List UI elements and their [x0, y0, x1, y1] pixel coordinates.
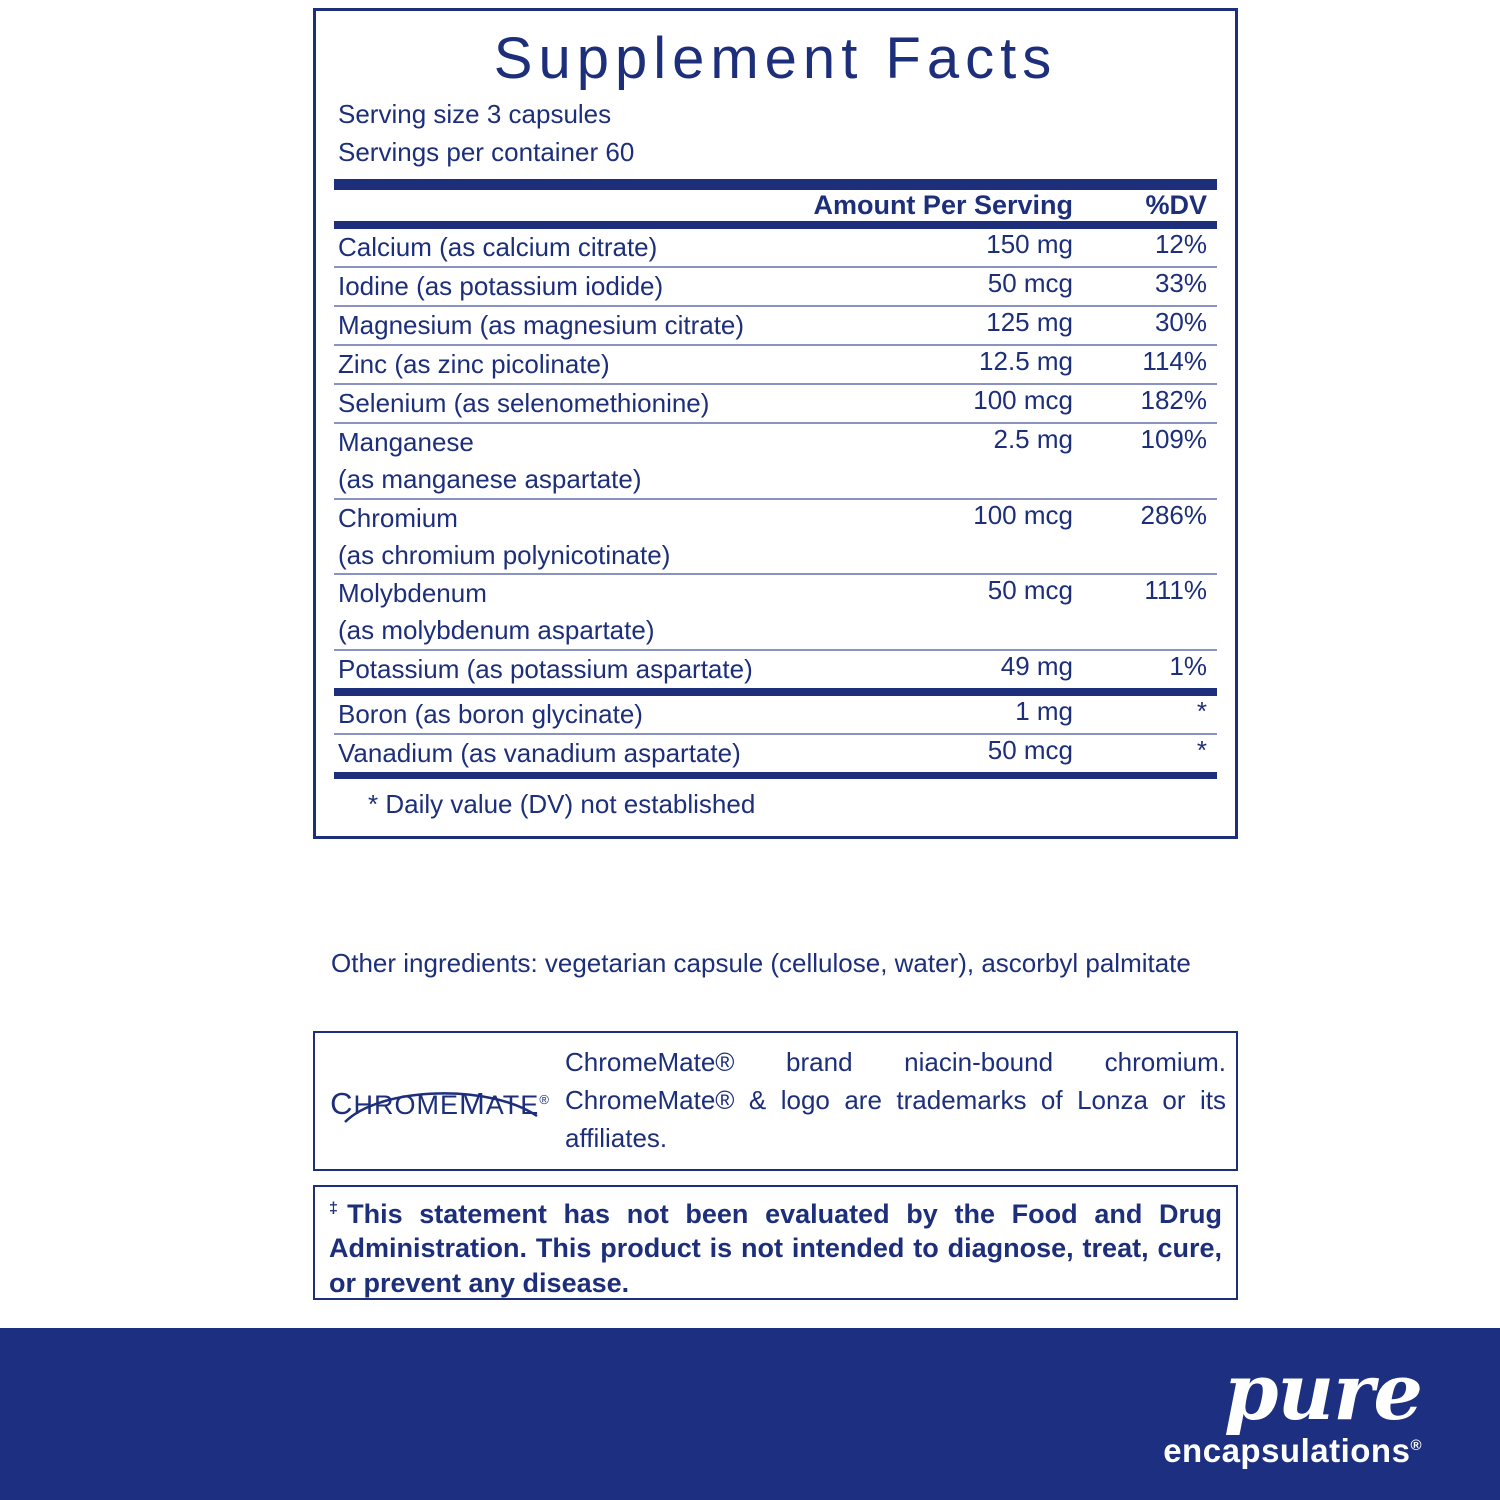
fda-disclaimer-box [313, 1185, 1238, 1300]
table-row [334, 229, 1217, 266]
dv-footnote: * Daily value (DV) not established [368, 788, 756, 819]
chromemate-box [313, 1031, 1238, 1171]
nutrient-name: Selenium (as selenomethionine) [338, 387, 710, 418]
chromemate-wordmark: CHROMEMATE® [330, 1086, 550, 1121]
brand-registered-mark: ® [1410, 1437, 1422, 1455]
nutrient-name: Manganese [338, 426, 474, 457]
disclaimer-marker: ‡ [329, 1200, 348, 1217]
chromemate-line-2: ChromeMate® & logo are trademarks of Lonza [565, 1085, 1148, 1116]
nutrient-dv: 1% [1169, 651, 1207, 682]
nutrient-dv: 114% [1142, 345, 1207, 376]
brand-subtitle-text: encapsulations [1163, 1432, 1411, 1470]
nutrient-name: Magnesium (as magnesium citrate) [338, 310, 745, 341]
nutrient-dv: 33% [1154, 268, 1207, 299]
serving-size-line: Serving size 3 capsules [338, 98, 612, 129]
divider-thick-top [334, 179, 1217, 190]
table-row [334, 575, 1217, 649]
chromemate-logo [315, 1080, 565, 1122]
nutrient-name: Chromium [338, 502, 458, 533]
nutrient-amount: 12.5 mg [979, 345, 1073, 376]
divider-under-header [334, 221, 1217, 229]
page-title: Supplement Facts [493, 26, 1058, 91]
nutrition-table [334, 190, 1217, 772]
nutrient-amount: 49 mg [1000, 651, 1073, 682]
nutrient-dv: 30% [1154, 307, 1207, 338]
nutrient-dv: 111% [1144, 575, 1207, 606]
nutrient-amount: 1 mg [1015, 696, 1073, 727]
nutrient-amount: 50 mcg [987, 575, 1073, 606]
nutrient-name: Vanadium (as vanadium aspartate) [338, 738, 741, 769]
table-row [334, 500, 1217, 574]
nutrient-source: (as manganese aspartate) [338, 463, 642, 494]
nutrient-name: Iodine (as potassium iodide) [338, 271, 664, 302]
nutrient-amount: 2.5 mg [993, 423, 1073, 454]
table-row [334, 735, 1217, 772]
fda-disclaimer-text [329, 1197, 1222, 1300]
nutrient-amount: 50 mcg [987, 735, 1073, 766]
other-ingredients: Other ingredients: vegetarian capsule (cellulose, water), ascorbyl palmitate [331, 948, 1191, 978]
chromemate-swoosh-icon [341, 1082, 541, 1128]
nutrient-source: (as chromium polynicotinate) [338, 539, 671, 570]
nutrient-name: Potassium (as potassium aspartate) [338, 654, 753, 685]
nutrient-dv: 182% [1140, 384, 1207, 415]
nutrient-source: (as molybdenum aspartate) [338, 615, 655, 646]
nutrient-dv: 12% [1154, 229, 1207, 260]
nutrient-amount: 150 mg [986, 229, 1073, 260]
brand-name: pure [1224, 1347, 1422, 1438]
header-blank [334, 190, 789, 221]
nutrient-name: Calcium (as calcium citrate) [338, 232, 658, 263]
table-header-row [334, 190, 1217, 221]
table-row [334, 346, 1217, 383]
header-percent-dv: %DV [1145, 190, 1207, 221]
nutrient-amount: 100 mcg [973, 384, 1073, 415]
row-divider-thick [334, 688, 1217, 696]
table-row [334, 385, 1217, 422]
nutrient-dv: * [1196, 696, 1207, 727]
nutrient-dv: 286% [1140, 499, 1207, 530]
supplement-facts-panel [313, 8, 1238, 839]
nutrient-amount: 100 mcg [973, 499, 1073, 530]
table-row [334, 651, 1217, 688]
nutrient-amount: 50 mcg [987, 268, 1073, 299]
table-row [334, 696, 1217, 733]
divider-bottom [334, 772, 1217, 779]
chromemate-line-1: ChromeMate® brand niacin-bound chromium. [565, 1047, 1226, 1078]
brand-logo [1163, 1347, 1422, 1470]
header-amount-per-serving: Amount Per Serving [813, 190, 1073, 221]
chromemate-line-3: or its affiliates. [565, 1085, 1226, 1153]
nutrient-name: Zinc (as zinc picolinate) [338, 348, 610, 379]
table-row [334, 424, 1217, 498]
servings-per-container-line: Servings per container 60 [338, 136, 635, 167]
nutrient-name: Molybdenum [338, 578, 487, 609]
brand-subtitle [1163, 1432, 1422, 1470]
brand-footer-bar [0, 1328, 1500, 1500]
nutrient-amount: 125 mg [986, 307, 1073, 338]
nutrient-name: Boron (as boron glycinate) [338, 699, 643, 730]
table-row [334, 307, 1217, 344]
disclaimer-body: This statement has not been evaluated by the Food and Drug Administration. This product is not intended to diagnose, treat, cure, or prevent any disease. [329, 1199, 1223, 1298]
nutrient-dv: 109% [1140, 423, 1207, 454]
nutrient-dv: * [1196, 735, 1207, 766]
table-row [334, 268, 1217, 305]
chromemate-description [565, 1044, 1236, 1157]
